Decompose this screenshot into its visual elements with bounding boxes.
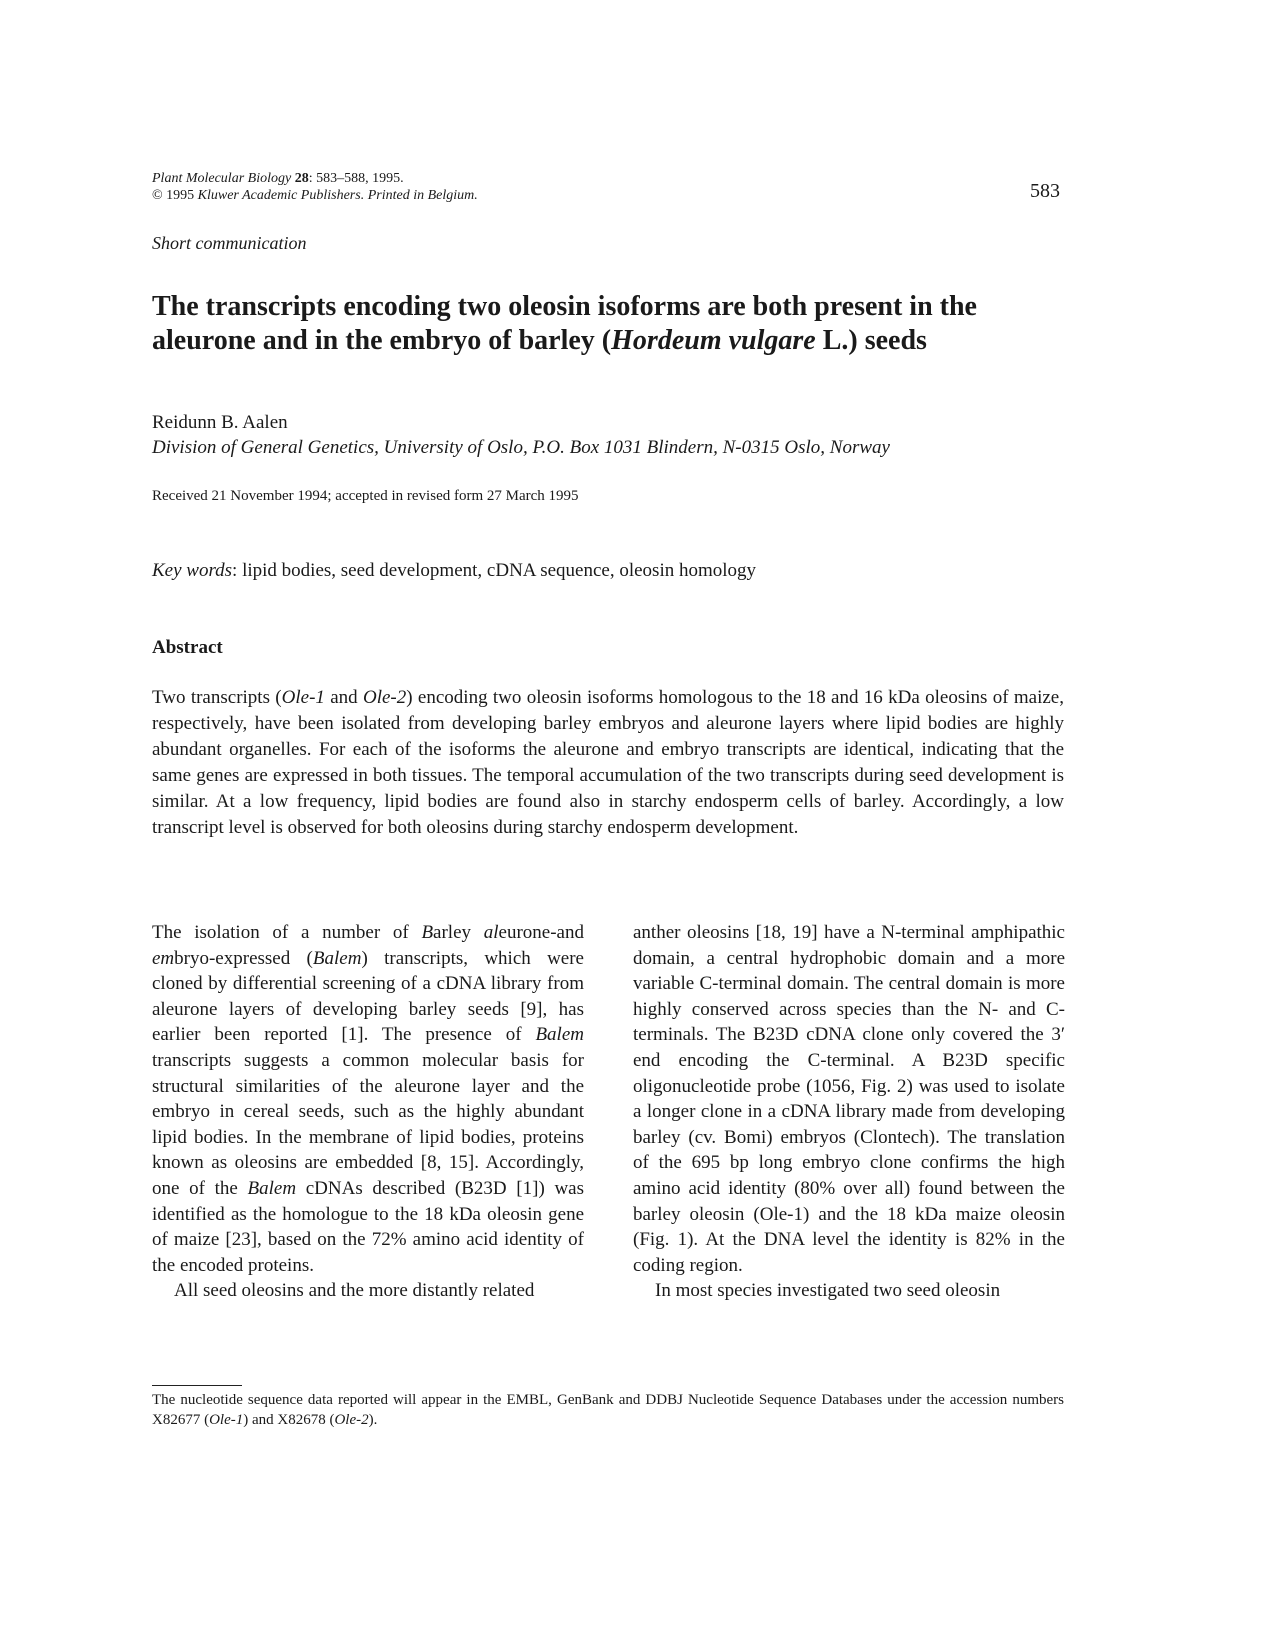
body-seg: bryo-expressed ( xyxy=(174,947,313,969)
journal-pages-year: : 583–588, 1995. xyxy=(308,171,404,186)
abstract-text xyxy=(152,685,1064,841)
author-name: Reidunn B. Aalen xyxy=(152,412,288,433)
body-paragraph xyxy=(152,920,584,1278)
body-column-left xyxy=(152,920,584,1304)
body-seg: em xyxy=(152,947,175,969)
journal-volume: 28 xyxy=(294,171,309,186)
title-species: Hordeum vulgare xyxy=(611,325,816,356)
body-paragraph: All seed oleosins and the more distantly related xyxy=(174,1280,535,1302)
footnote-seg: ) and X82678 ( xyxy=(243,1412,335,1428)
abstract-seg: ) encoding two oleosin isoforms homologous to the 18 and 16 kDa oleosins of maize, respectively, have been isolated from developing barley embryos and aleurone layers where lipid bodies are highly abundant organelles. For each of the isoforms the aleurone and embryo transcripts are identical, indicating that the same genes are expressed in both tissues. The temporal accumulation of the two transcripts during seed development is similar. At a low frequency, lipid bodies are found also in starchy endosperm cells of barley. Accordingly, a low transcript level is observed for both oleosins during starchy endosperm development. xyxy=(152,687,1064,838)
gene-ole2: Ole-2 xyxy=(363,687,407,708)
abstract-seg: and xyxy=(324,687,363,708)
body-seg: The isolation of a number of xyxy=(152,922,422,943)
footnote-seg: ). xyxy=(368,1412,378,1428)
body-seg: B xyxy=(421,922,434,943)
footnote-rule xyxy=(152,1385,242,1386)
body-seg: arley xyxy=(433,922,484,943)
abstract-heading: Abstract xyxy=(152,637,223,658)
body-seg: Balem xyxy=(312,947,362,969)
page-number: 583 xyxy=(1030,180,1060,202)
footnote-seg: The nucleotide sequence data reported will appear in the EMBL, GenBank and DDBJ Nucleotide Sequence Databases under the accession numbers X82677 ( xyxy=(152,1392,1064,1428)
body-seg: Balem xyxy=(535,1024,584,1046)
footnote xyxy=(152,1390,1064,1430)
abstract-seg: Two transcripts ( xyxy=(152,687,282,708)
copyright-mark: © 1995 xyxy=(152,188,195,203)
received-dates: Received 21 November 1994; accepted in revised form 27 March 1995 xyxy=(152,488,579,504)
publisher-line: Kluwer Academic Publishers. Printed in Belgium. xyxy=(197,188,478,203)
keywords xyxy=(152,560,756,582)
paper-title xyxy=(152,290,1082,358)
gene-ole1: Ole-1 xyxy=(209,1412,244,1428)
keywords-text: : lipid bodies, seed development, cDNA sequence, oleosin homology xyxy=(232,560,757,581)
body-paragraph: In most species investigated two seed oleosin xyxy=(655,1280,1001,1302)
journal-citation xyxy=(152,170,478,204)
author-affiliation: Division of General Genetics, University of Oslo, P.O. Box 1031 Blindern, N-0315 Oslo, Norway xyxy=(152,437,890,458)
journal-name: Plant Molecular Biology xyxy=(152,171,292,186)
body-seg: al xyxy=(483,922,499,943)
gene-ole2: Ole-2 xyxy=(334,1412,369,1428)
body-seg: Balem xyxy=(247,1177,297,1199)
body-seg: ) transcripts, which were cloned by differential screening of a cDNA library from aleurone layers of developing barley seeds [9], has earlier been reported [1]. The presence of xyxy=(152,947,584,1046)
section-type: Short communication xyxy=(152,233,307,253)
keywords-label: Key words xyxy=(152,560,233,581)
title-part-1: The transcripts encoding two oleosin isoforms are both present in the aleurone and in the embryo of barley ( xyxy=(152,291,977,356)
title-part-2: L.) seeds xyxy=(815,325,927,356)
gene-ole1: Ole-1 xyxy=(281,687,325,708)
body-seg: transcripts suggests a common molecular basis for structural similarities of the aleurone layer and the embryo in cereal seeds, such as the highly abundant lipid bodies. In the membrane of lipid bodies, proteins known as oleosins are embedded [8, 15]. Accordingly, one of the xyxy=(152,1049,584,1199)
body-seg: eurone-and xyxy=(498,922,584,943)
body-seg: cDNAs described (B23D [1]) was identified as the homologue to the 18 kDa oleosin gene of maize [23], based on the 72% amino acid identity of the encoded proteins. xyxy=(152,1177,584,1276)
body-paragraph: anther oleosins [18, 19] have a N-terminal amphipathic domain, a central hydrophobic domain and a more variable C-terminal domain. The central domain is more highly conserved across species than the N- and C-terminals. The B23D cDNA clone only covered the 3′ end encoding the C-terminal. A B23D specific oligonucleotide probe (1056, Fig. 2) was used to isolate a longer clone in a cDNA library made from developing barley (cv. Bomi) embryos (Clontech). The translation of the 695 bp long embryo clone confirms the high amino acid identity (80% over all) found between the barley oleosin (Ole-1) and the 18 kDa maize oleosin (Fig. 1). At the DNA level the identity is 82% in the coding region. xyxy=(633,922,1065,1276)
body-column-right xyxy=(633,920,1065,1304)
